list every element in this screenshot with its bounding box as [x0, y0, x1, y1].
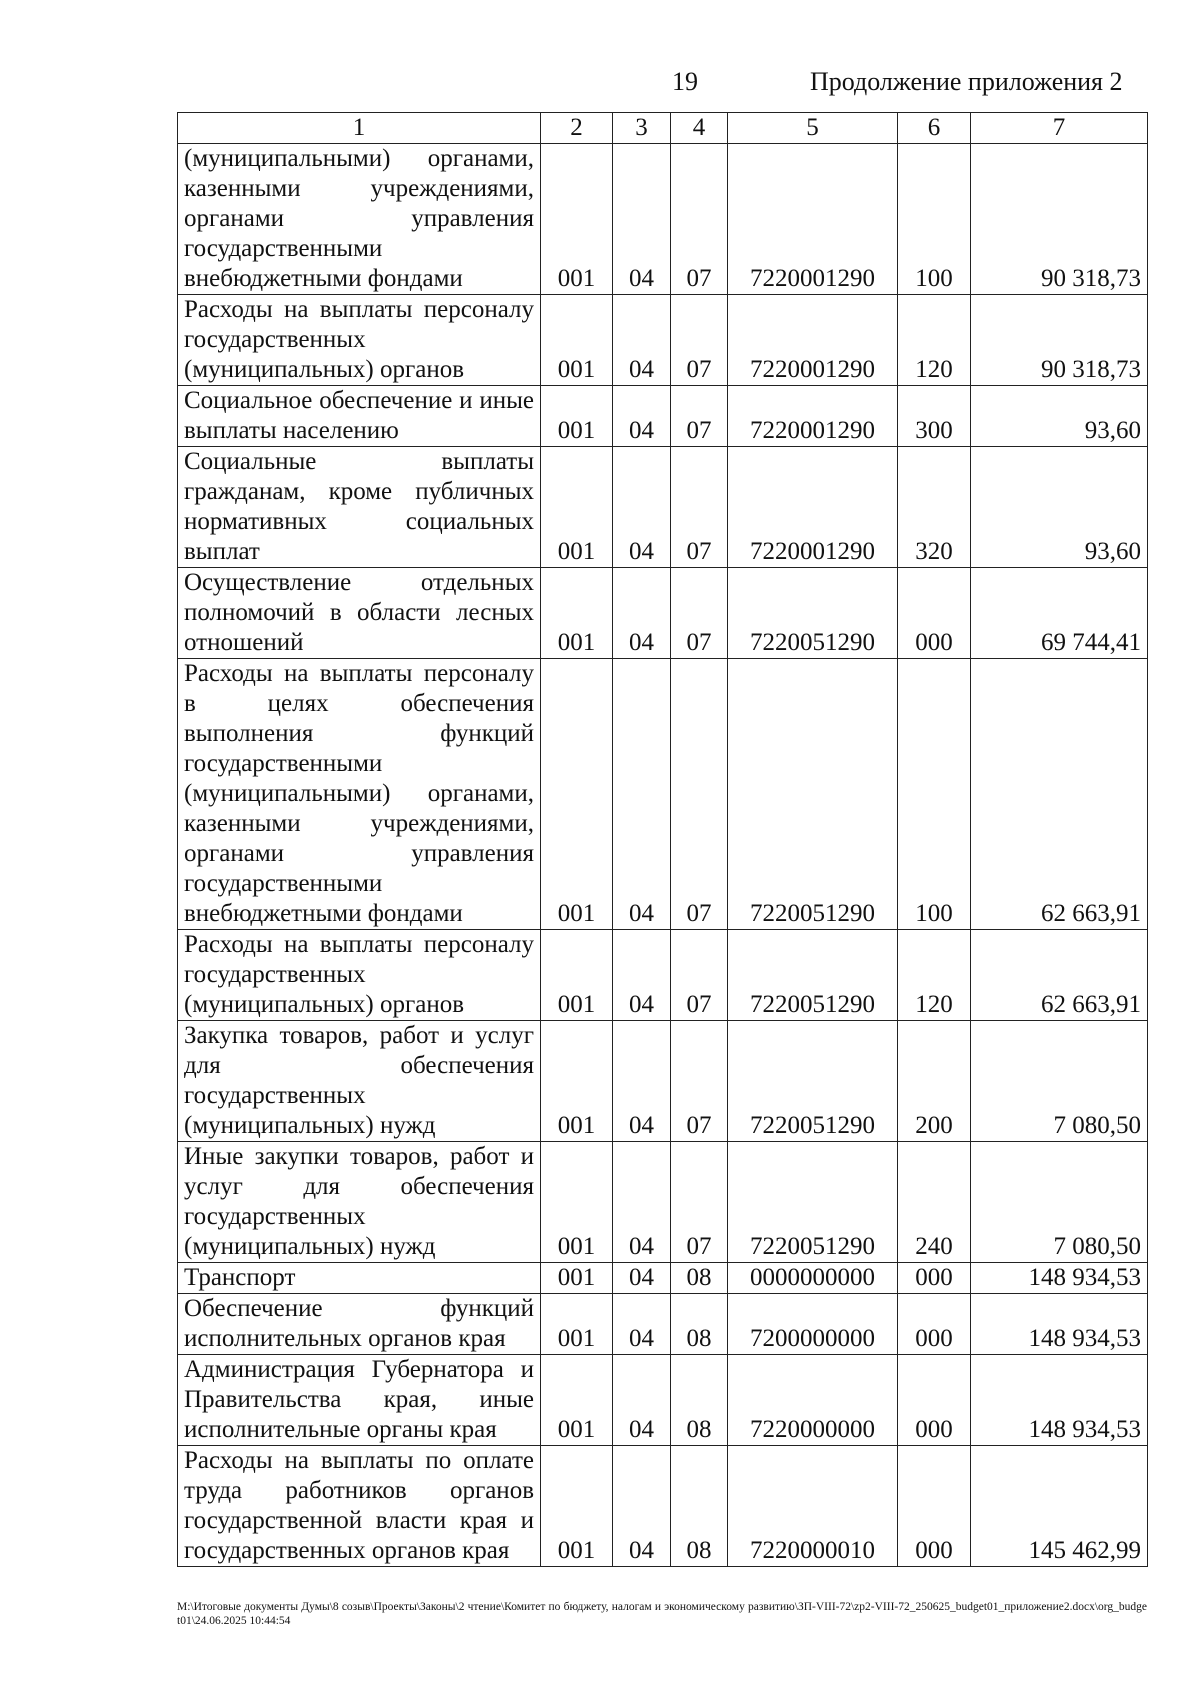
row-col2-cell: 001 [541, 1263, 613, 1294]
row-name-cell: Расходы на выплаты персоналу в целях обеспечения выполнения функций государственными (муниципальными) органами, казенными учреждениями, органами управления государственными внебюджетными фондами [178, 659, 541, 930]
row-col2-cell: 001 [541, 1355, 613, 1446]
row-col5-cell: 7220051290 [728, 1021, 898, 1142]
row-col2-cell: 001 [541, 386, 613, 447]
row-col3-cell: 04 [613, 1355, 671, 1446]
row-col4-cell: 07 [671, 568, 728, 659]
row-col6-cell: 000 [898, 1294, 971, 1355]
row-col4-cell: 07 [671, 144, 728, 295]
row-col4-cell: 07 [671, 295, 728, 386]
row-name-cell: Закупка товаров, работ и услуг для обеспечения государственных (муниципальных) нужд [178, 1021, 541, 1142]
row-col3-cell: 04 [613, 568, 671, 659]
row-col5-cell: 7220051290 [728, 568, 898, 659]
row-col2-cell: 001 [541, 1446, 613, 1567]
row-name-cell: Администрация Губернатора и Правительства края, иные исполнительные органы края [178, 1355, 541, 1446]
table-row [178, 930, 1148, 1021]
row-col3-cell: 04 [613, 1142, 671, 1263]
row-col3-cell: 04 [613, 1294, 671, 1355]
table-row [178, 295, 1148, 386]
row-col5-cell: 0000000000 [728, 1263, 898, 1294]
row-col6-cell: 120 [898, 295, 971, 386]
row-name-cell: Обеспечение функций исполнительных органов края [178, 1294, 541, 1355]
row-col5-cell: 7220001290 [728, 144, 898, 295]
row-col7-cell: 93,60 [971, 386, 1148, 447]
row-col4-cell: 07 [671, 447, 728, 568]
row-name-cell: Иные закупки товаров, работ и услуг для обеспечения государственных (муниципальных) нужд [178, 1142, 541, 1263]
row-name-cell: Расходы на выплаты персоналу государственных (муниципальных) органов [178, 295, 541, 386]
table-row [178, 568, 1148, 659]
row-col7-cell: 148 934,53 [971, 1355, 1148, 1446]
row-name-cell: (муниципальными) органами, казенными учреждениями, органами управления государственными внебюджетными фондами [178, 144, 541, 295]
continuation-label: Продолжение приложения 2 [810, 67, 1123, 96]
column-header-4: 4 [671, 113, 728, 144]
row-col4-cell: 07 [671, 386, 728, 447]
table-row [178, 386, 1148, 447]
row-col2-cell: 001 [541, 295, 613, 386]
row-name-cell: Социальное обеспечение и иные выплаты населению [178, 386, 541, 447]
row-col2-cell: 001 [541, 659, 613, 930]
row-col7-cell: 62 663,91 [971, 930, 1148, 1021]
row-name-cell: Расходы на выплаты персоналу государственных (муниципальных) органов [178, 930, 541, 1021]
row-col7-cell: 148 934,53 [971, 1263, 1148, 1294]
row-col2-cell: 001 [541, 1021, 613, 1142]
row-col5-cell: 7220001290 [728, 295, 898, 386]
row-col6-cell: 200 [898, 1021, 971, 1142]
row-col2-cell: 001 [541, 568, 613, 659]
column-header-7: 7 [971, 113, 1148, 144]
table-row [178, 1446, 1148, 1567]
row-col7-cell: 145 462,99 [971, 1446, 1148, 1567]
row-col6-cell: 000 [898, 1355, 971, 1446]
row-col3-cell: 04 [613, 447, 671, 568]
row-col7-cell: 148 934,53 [971, 1294, 1148, 1355]
row-col4-cell: 07 [671, 1021, 728, 1142]
row-col6-cell: 000 [898, 1263, 971, 1294]
row-col7-cell: 93,60 [971, 447, 1148, 568]
row-col6-cell: 240 [898, 1142, 971, 1263]
row-col3-cell: 04 [613, 295, 671, 386]
column-header-1: 1 [178, 113, 541, 144]
row-name-cell: Социальные выплаты гражданам, кроме публичных нормативных социальных выплат [178, 447, 541, 568]
row-col7-cell: 62 663,91 [971, 659, 1148, 930]
column-header-3: 3 [613, 113, 671, 144]
row-col3-cell: 04 [613, 1446, 671, 1567]
table-row [178, 659, 1148, 930]
row-col5-cell: 7220051290 [728, 1142, 898, 1263]
row-col7-cell: 7 080,50 [971, 1021, 1148, 1142]
row-col6-cell: 000 [898, 1446, 971, 1567]
row-col4-cell: 08 [671, 1446, 728, 1567]
row-col5-cell: 7220000000 [728, 1355, 898, 1446]
row-col7-cell: 90 318,73 [971, 144, 1148, 295]
row-col5-cell: 7220051290 [728, 659, 898, 930]
table-body [178, 144, 1148, 1567]
row-col2-cell: 001 [541, 1294, 613, 1355]
row-col4-cell: 07 [671, 930, 728, 1021]
row-col4-cell: 07 [671, 659, 728, 930]
row-name-cell: Осуществление отдельных полномочий в области лесных отношений [178, 568, 541, 659]
column-header-6: 6 [898, 113, 971, 144]
row-col4-cell: 08 [671, 1294, 728, 1355]
row-col6-cell: 300 [898, 386, 971, 447]
column-header-5: 5 [728, 113, 898, 144]
row-col5-cell: 7220001290 [728, 447, 898, 568]
row-col4-cell: 08 [671, 1355, 728, 1446]
row-col3-cell: 04 [613, 1263, 671, 1294]
table-row [178, 1355, 1148, 1446]
table-row [178, 1263, 1148, 1294]
row-col5-cell: 7200000000 [728, 1294, 898, 1355]
row-col5-cell: 7220000010 [728, 1446, 898, 1567]
row-col7-cell: 7 080,50 [971, 1142, 1148, 1263]
table-row [178, 1021, 1148, 1142]
row-col6-cell: 120 [898, 930, 971, 1021]
column-header-2: 2 [541, 113, 613, 144]
table-row [178, 1294, 1148, 1355]
row-col4-cell: 08 [671, 1263, 728, 1294]
table-row [178, 447, 1148, 568]
row-col6-cell: 100 [898, 144, 971, 295]
row-name-cell: Расходы на выплаты по оплате труда работников органов государственной власти края и государственных органов края [178, 1446, 541, 1567]
row-col3-cell: 04 [613, 930, 671, 1021]
row-col2-cell: 001 [541, 1142, 613, 1263]
row-col7-cell: 69 744,41 [971, 568, 1148, 659]
row-name-cell: Транспорт [178, 1263, 541, 1294]
row-col7-cell: 90 318,73 [971, 295, 1148, 386]
page-number: 19 [672, 67, 698, 96]
row-col6-cell: 000 [898, 568, 971, 659]
row-col4-cell: 07 [671, 1142, 728, 1263]
row-col6-cell: 100 [898, 659, 971, 930]
row-col3-cell: 04 [613, 386, 671, 447]
budget-table [177, 112, 1148, 1567]
table-row [178, 144, 1148, 295]
row-col3-cell: 04 [613, 1021, 671, 1142]
row-col5-cell: 7220051290 [728, 930, 898, 1021]
row-col2-cell: 001 [541, 447, 613, 568]
row-col2-cell: 001 [541, 930, 613, 1021]
row-col3-cell: 04 [613, 659, 671, 930]
row-col2-cell: 001 [541, 144, 613, 295]
table-row [178, 1142, 1148, 1263]
row-col5-cell: 7220001290 [728, 386, 898, 447]
file-path-footer: M:\Итоговые документы Думы\8 созыв\Проекты\Законы\2 чтение\Комитет по бюджету, налогам и экономическому развитию\ЗП-VIII-72\zp2-VIII-72_250625_budget01_приложение2.docx\org_budget01\24.06.2025 10:44:54 [177, 1601, 1147, 1627]
row-col6-cell: 320 [898, 447, 971, 568]
table-header-row [178, 113, 1148, 144]
row-col3-cell: 04 [613, 144, 671, 295]
